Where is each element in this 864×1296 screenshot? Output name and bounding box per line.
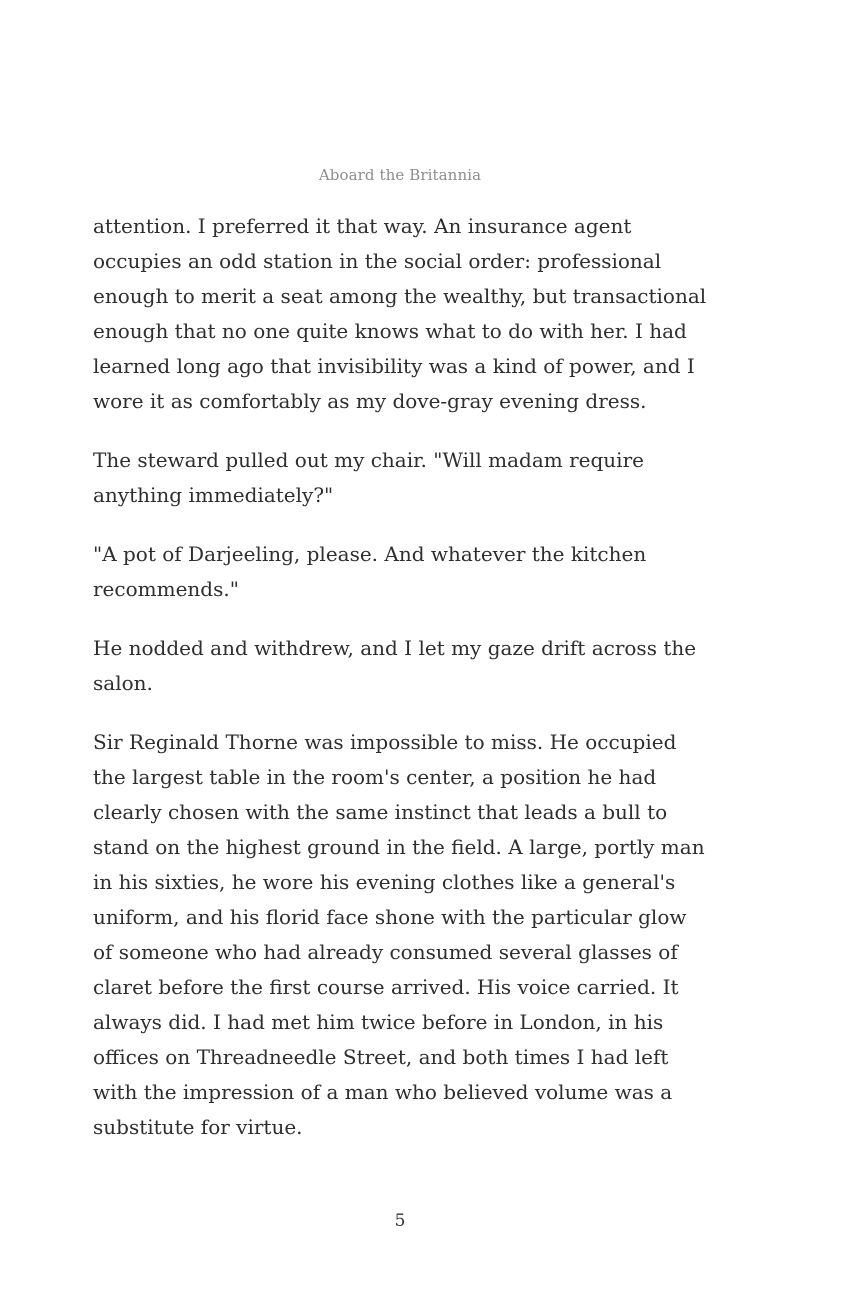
text-line: offices on Threadneedle Street, and both times I had left xyxy=(93,1045,669,1069)
text-line: enough that no one quite knows what to do with her. I had xyxy=(93,319,687,343)
text-line: the largest table in the room's center, a position he had xyxy=(93,765,657,789)
text-line: uniform, and his florid face shone with the particular glow xyxy=(93,905,687,929)
text-line: wore it as comfortably as my dove-gray evening dress. xyxy=(93,389,647,413)
text-line: recommends." xyxy=(93,577,239,601)
text-line: He nodded and withdrew, and I let my gaze drift across the xyxy=(93,636,697,660)
paragraph xyxy=(93,631,721,701)
text-line: always did. I had met him twice before in London, in his xyxy=(93,1010,664,1034)
text-line: with the impression of a man who believed volume was a xyxy=(93,1080,673,1104)
body-text xyxy=(93,209,721,1169)
text-line: salon. xyxy=(93,671,153,695)
text-line: The steward pulled out my chair. "Will madam require xyxy=(93,448,644,472)
text-line: occupies an odd station in the social order: professional xyxy=(93,249,662,273)
text-line: Sir Reginald Thorne was impossible to miss. He occupied xyxy=(93,730,677,754)
paragraph xyxy=(93,443,721,513)
text-line: anything immediately?" xyxy=(93,483,334,507)
text-line: claret before the first course arrived. His voice carried. It xyxy=(93,975,679,999)
text-line: enough to merit a seat among the wealthy, but transactional xyxy=(93,284,707,308)
paragraph xyxy=(93,209,721,419)
text-line: stand on the highest ground in the field. A large, portly man xyxy=(93,835,705,859)
text-line: "A pot of Darjeeling, please. And whatever the kitchen xyxy=(93,542,647,566)
text-line: substitute for virtue. xyxy=(93,1115,303,1139)
text-line: of someone who had already consumed several glasses of xyxy=(93,940,678,964)
text-line: clearly chosen with the same instinct that leads a bull to xyxy=(93,800,668,824)
paragraph xyxy=(93,537,721,607)
text-line: learned long ago that invisibility was a kind of power, and I xyxy=(93,354,695,378)
paragraph xyxy=(93,725,721,1145)
text-line: attention. I preferred it that way. An insurance agent xyxy=(93,214,632,238)
running-header: Aboard the Britannia xyxy=(318,166,482,184)
text-line: in his sixties, he wore his evening clothes like a general's xyxy=(93,870,676,894)
page-number: 5 xyxy=(394,1211,406,1231)
